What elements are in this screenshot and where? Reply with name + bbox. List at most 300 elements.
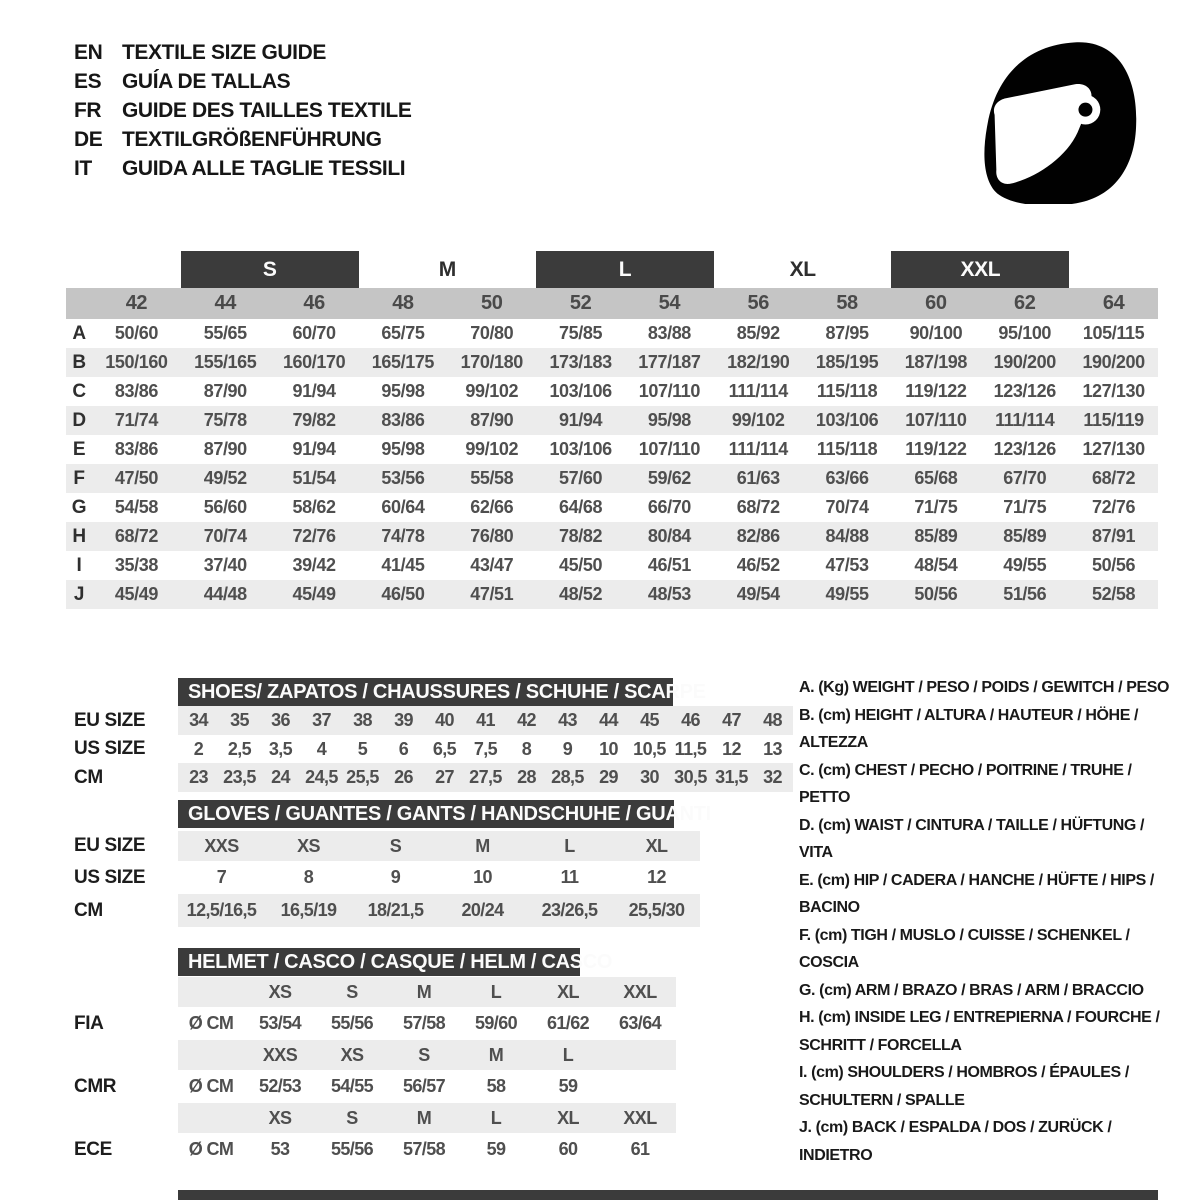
measurement-legend [799,674,1181,1169]
cell-value: XS [244,1103,316,1133]
legend-item: J. (cm) BACK / ESPALDA / DOS / ZURÜCK / INDIETRO [799,1119,1112,1164]
size-value: 60/70 [292,323,336,343]
size-value: 68/72 [92,522,181,551]
shoes-us-size-row [66,735,793,763]
cell-value: XXL [604,1103,676,1133]
cell-value: 30,5 [670,763,711,792]
helmet-cmr-values-row [66,1070,676,1103]
cell-value: 23/26,5 [526,894,613,927]
cell-value: S [352,831,439,861]
size-value: 95/98 [381,381,425,401]
size-value: 85/89 [980,522,1069,551]
shoes-eu-size-row [66,706,793,735]
size-value: 103/106 [549,439,612,459]
size-value: 84/88 [803,522,892,551]
row-label: CM [74,766,103,788]
size-value: 62/66 [470,497,514,517]
size-value: 58/62 [292,497,336,517]
cell-value: 61/62 [546,1013,590,1033]
size-value: 182/190 [714,348,803,377]
size-value: 67/70 [980,464,1069,493]
size-value: 72/76 [1092,497,1136,517]
row-label: US SIZE [74,738,146,759]
cell-value: S [388,1040,460,1070]
cell-value: 47 [711,706,752,735]
row-label [66,1040,178,1070]
size-value: 91/94 [536,406,625,435]
gloves-us-size-row [66,861,700,894]
measure-row-f [66,464,1158,493]
measure-row-j [66,580,1158,609]
size-value: 47/50 [92,464,181,493]
cell-value: 30 [629,763,670,792]
numeric-size: 62 [980,288,1069,319]
cell-value: 53 [270,1139,290,1159]
size-value: 107/110 [638,439,701,459]
size-group-s: S [181,251,359,288]
row-label: US SIZE [74,866,146,888]
size-value: 177/187 [625,348,714,377]
size-value: 68/72 [736,497,780,517]
size-value: 160/170 [270,348,359,377]
size-value: 115/118 [816,381,878,401]
numeric-size: 50 [447,288,536,319]
size-group-l: L [536,251,714,288]
cell-value: 6,5 [432,738,457,759]
cell-value: 45 [629,706,670,735]
legend-item: G. (cm) ARM / BRAZO / BRAS / ARM / BRACCIO [799,981,1144,999]
size-value: 150/160 [92,348,181,377]
size-value: 65/75 [381,323,425,343]
row-letter: F [66,464,92,493]
cell-value: 23,5 [219,763,260,792]
textile-size-table [66,251,1158,609]
cell-value: 63/64 [618,1013,662,1033]
size-value: 47/51 [447,580,536,609]
size-value: 85/92 [736,323,780,343]
size-value: 119/122 [905,381,967,401]
size-value: 127/130 [1082,439,1145,459]
size-value: 119/122 [905,439,967,459]
cell-value: 34 [178,706,219,735]
cell-value: 54/55 [330,1076,374,1096]
size-group-xxl: XXL [891,251,1069,288]
legend-item: H. (cm) INSIDE LEG / ENTREPIERNA / FOURCHE / SCHRITT / FORCELLA [799,1009,1160,1054]
language-code: EN [74,40,103,64]
language-code: FR [74,98,102,122]
size-value: 187/198 [891,348,980,377]
size-value: 49/52 [181,464,270,493]
measure-row-h [66,522,1158,551]
size-value: 50/60 [114,323,158,343]
size-value: 70/80 [470,323,514,343]
language-row-fr [74,96,411,125]
cell-value: 8 [303,867,314,887]
cell-value: S [316,977,388,1007]
numeric-size: 44 [181,288,270,319]
measure-row-e [66,435,1158,464]
size-value: 190/200 [1069,348,1158,377]
cell-value: XL [532,977,604,1007]
size-value: 51/56 [980,580,1069,609]
size-value: 185/195 [803,348,892,377]
size-value: 64/68 [559,497,603,517]
cell-value: 55/56 [330,1139,374,1159]
cell-value: 7 [216,867,227,887]
cell-value: 25,5/30 [613,894,700,927]
legend-item: C. (cm) CHEST / PECHO / POITRINE / TRUHE / PETTO [799,761,1132,806]
size-value: 75/85 [559,323,603,343]
language-code: IT [74,156,92,180]
size-value: 37/40 [203,555,247,575]
language-title: TEXTILGRÖßENFÜHRUNG [122,127,382,151]
size-value: 95/98 [381,439,425,459]
row-letter: D [66,406,92,435]
language-title: GUIDE DES TAILLES TEXTILE [122,98,412,122]
helmet-ece-values-row [66,1133,676,1166]
size-value: 190/200 [980,348,1069,377]
size-value: 103/106 [803,406,892,435]
row-letter: C [72,380,86,402]
size-value: 111/114 [728,381,788,401]
cell-value: Ø CM [188,1013,234,1033]
size-value: 47/53 [825,555,869,575]
cell-value: 36 [260,706,301,735]
size-value: 91/94 [292,439,336,459]
size-group-xl: XL [789,257,816,281]
cell-value: 12 [722,738,741,759]
language-title: GUIDA ALLE TAGLIE TESSILI [122,156,406,180]
language-title-block [74,38,411,183]
size-value: 170/180 [447,348,536,377]
size-value: 44/48 [181,580,270,609]
cell-value: 25,5 [342,763,383,792]
size-value: 56/60 [203,497,247,517]
cell-value: L [526,831,613,861]
cell-value: 58 [486,1076,506,1096]
size-value: 83/86 [359,406,448,435]
legend-item: E. (cm) HIP / CADERA / HANCHE / HÜFTE / HIPS / BACINO [799,871,1154,916]
cell-value: 16,5/19 [265,894,352,927]
size-value: 107/110 [638,381,701,401]
row-label: CMR [74,1075,117,1097]
size-value: 87/90 [447,406,536,435]
cell-value: XXS [244,1040,316,1070]
cell-value [178,977,244,1007]
size-value: 45/50 [559,555,603,575]
cell-value: 4 [316,738,327,759]
legend-item: F. (cm) TIGH / MUSLO / CUISSE / SCHENKEL / COSCIA [799,926,1130,971]
cell-value: 23 [178,763,219,792]
cell-value: 28,5 [547,763,588,792]
cell-value: 28 [506,763,547,792]
cell-value: 9 [390,867,401,887]
size-value: 49/55 [1003,555,1047,575]
cell-value: 44 [588,706,629,735]
cell-value: 40 [424,706,465,735]
cell-value: 53/54 [258,1013,302,1033]
size-value: 46/50 [359,580,448,609]
cell-value: 20/24 [439,894,526,927]
numeric-size: 60 [891,288,980,319]
cell-value: XS [316,1040,388,1070]
size-value: 99/102 [465,439,519,459]
size-value: 71/75 [914,497,958,517]
gloves-eu-size-row [66,831,700,861]
cell-value: 59 [486,1139,506,1159]
size-value: 99/102 [714,406,803,435]
cell-value: L [460,1103,532,1133]
size-value: 53/56 [359,464,448,493]
legend-item: A. (Kg) WEIGHT / PESO / POIDS / GEWITCH / PESO [799,679,1170,696]
cell-value: 24 [260,763,301,792]
cell-value: L [532,1040,604,1070]
size-value: 75/78 [181,406,270,435]
helmet-fia-values-row [66,1007,676,1040]
size-value: 46/52 [736,555,780,575]
size-value: 51/54 [270,464,359,493]
size-value: 91/94 [292,381,336,401]
size-value: 87/90 [203,439,247,459]
size-value: 115/119 [1069,406,1158,435]
cell-value: 59/60 [474,1013,518,1033]
cell-value: 9 [562,738,573,759]
cell-value: 29 [588,763,629,792]
cell-value: 59 [558,1076,578,1096]
size-value: 48/54 [914,555,958,575]
size-value: 103/106 [549,381,612,401]
cell-value: 24,5 [301,763,342,792]
row-label [66,1103,178,1133]
cell-value [604,1070,676,1103]
size-value: 115/118 [816,439,878,459]
row-letter: H [66,522,92,551]
cell-value: 10 [599,738,618,759]
numeric-size: 56 [714,288,803,319]
size-value: 95/100 [998,323,1052,343]
cell-value: 26 [383,763,424,792]
size-value: 54/58 [114,497,158,517]
size-value: 111/114 [980,406,1069,435]
size-value: 99/102 [465,381,519,401]
cell-value: S [316,1103,388,1133]
cell-value: 57/58 [402,1013,446,1033]
legend-item: D. (cm) WAIST / CINTURA / TAILLE / HÜFTUNG / VITA [799,816,1145,861]
cell-value: 56/57 [402,1076,446,1096]
size-group-m: M [438,257,456,281]
size-value: 57/60 [536,464,625,493]
size-value: 76/80 [447,522,536,551]
size-value: 173/183 [536,348,625,377]
numeric-size: 46 [270,288,359,319]
size-value: 80/84 [625,522,714,551]
numeric-size: 64 [1069,288,1158,319]
size-value: 61/63 [714,464,803,493]
size-value: 82/86 [714,522,803,551]
row-label: ECE [74,1138,112,1160]
size-value: 39/42 [292,555,336,575]
size-value: 87/95 [825,323,869,343]
shoes-cm-row [66,763,793,792]
size-value: 49/54 [714,580,803,609]
size-value: 74/78 [359,522,448,551]
row-label: EU SIZE [74,709,146,731]
cell-value: 10 [473,867,492,887]
helmet-section-header: HELMET / CASCO / CASQUE / HELM / CASCO [178,948,580,976]
size-value: 79/82 [270,406,359,435]
cell-value: XS [244,977,316,1007]
size-value: 63/66 [803,464,892,493]
cell-value: 3,5 [268,738,293,759]
size-value: 90/100 [909,323,963,343]
size-value: 49/55 [803,580,892,609]
size-value: 123/126 [993,381,1056,401]
cell-value: 7,5 [473,738,498,759]
size-value: 55/65 [203,323,247,343]
cell-value: 5 [357,738,368,759]
cell-value: 48 [752,706,793,735]
cell-value: 8 [521,738,532,759]
cell-value: L [460,977,532,1007]
size-value: 71/75 [1003,497,1047,517]
size-value: 45/49 [92,580,181,609]
cell-value: XXL [604,977,676,1007]
language-row-es [74,67,411,96]
cell-value: 35 [219,706,260,735]
gloves-cm-row [66,894,700,927]
numeric-size: 52 [536,288,625,319]
bottom-section-bar [178,1190,1158,1200]
measure-row-i [66,551,1158,580]
size-value: 71/74 [92,406,181,435]
language-row-en [74,38,411,67]
cell-value: M [439,831,526,861]
measure-row-c [66,377,1158,406]
measure-row-a [66,319,1158,348]
helmet-icon [972,38,1150,204]
helmet-size-table [66,977,676,1166]
size-value: 78/82 [536,522,625,551]
cell-value: 6 [398,738,409,759]
size-value: 127/130 [1082,381,1145,401]
cell-value: 10,5 [633,738,666,759]
size-value: 35/38 [114,555,158,575]
cell-value: 27,5 [465,763,506,792]
measure-row-b [66,348,1158,377]
cell-value: Ø CM [188,1139,234,1159]
gloves-size-table [66,831,700,927]
cell-value: 11,5 [674,738,707,759]
cell-value: 42 [506,706,547,735]
cell-value [604,1040,676,1070]
measure-row-g [66,493,1158,522]
shoes-size-table [66,706,793,792]
size-value: 68/72 [1069,464,1158,493]
row-letter: G [71,496,87,518]
size-value: 50/56 [1092,555,1136,575]
cell-value [178,1103,244,1133]
row-label: CM [74,899,103,921]
helmet-cmr-sizes-row [66,1040,676,1070]
size-value: 46/51 [647,555,691,575]
size-value: 70/74 [181,522,270,551]
size-value: 41/45 [381,555,425,575]
cell-value: M [460,1040,532,1070]
size-value: 72/76 [270,522,359,551]
language-title: TEXTILE SIZE GUIDE [122,40,326,64]
cell-value: 27 [424,763,465,792]
size-value: 52/58 [1069,580,1158,609]
numeric-size: 42 [92,288,181,319]
size-value: 87/90 [203,381,247,401]
size-value: 45/49 [270,580,359,609]
size-value: 70/74 [825,497,869,517]
language-row-it [74,154,411,183]
language-row-de [74,125,411,154]
size-value: 60/64 [381,497,425,517]
cell-value: 55/56 [330,1013,374,1033]
size-value: 95/98 [625,406,714,435]
row-label [66,977,178,1007]
cell-value: 39 [383,706,424,735]
cell-value: 11 [560,867,579,887]
numeric-size: 58 [803,288,892,319]
cell-value: 46 [670,706,711,735]
helmet-ece-sizes-row [66,1103,676,1133]
cell-value: 12 [647,867,666,887]
cell-value: 61 [630,1139,650,1159]
cell-value: 57/58 [402,1139,446,1159]
size-value: 55/58 [447,464,536,493]
legend-item: B. (cm) HEIGHT / ALTURA / HAUTEUR / HÖHE / ALTEZZA [799,706,1139,751]
size-value: 85/89 [891,522,980,551]
size-value: 155/165 [181,348,270,377]
size-group-row [66,251,1158,288]
measure-row-d [66,406,1158,435]
cell-value: XL [532,1103,604,1133]
cell-value: XS [265,831,352,861]
cell-value: 43 [547,706,588,735]
numeric-size: 48 [359,288,448,319]
row-letter: A [72,322,86,344]
size-value: 105/115 [1082,323,1145,343]
size-value: 50/56 [891,580,980,609]
cell-value: 31,5 [711,763,752,792]
cell-value: 2 [193,738,204,759]
cell-value [178,1040,244,1070]
row-label: FIA [74,1012,104,1034]
size-value: 59/62 [625,464,714,493]
cell-value: Ø CM [188,1076,234,1096]
size-value: 66/70 [647,497,691,517]
size-value: 111/114 [728,439,788,459]
row-label: EU SIZE [74,835,146,856]
cell-value: 37 [301,706,342,735]
cell-value: 2,5 [227,738,252,759]
cell-value: 32 [752,763,793,792]
language-title: GUÍA DE TALLAS [122,69,291,93]
cell-value: 12,5/16,5 [178,894,265,927]
helmet-fia-sizes-row [66,977,676,1007]
numeric-size: 54 [625,288,714,319]
cell-value: 60 [558,1139,578,1159]
size-value: 43/47 [470,555,514,575]
size-value: 165/175 [359,348,448,377]
cell-value: 38 [342,706,383,735]
size-value: 83/86 [114,381,158,401]
size-value: 87/91 [1069,522,1158,551]
legend-item: I. (cm) SHOULDERS / HOMBROS / ÉPAULES / SCHULTERN / SPALLE [799,1064,1129,1109]
